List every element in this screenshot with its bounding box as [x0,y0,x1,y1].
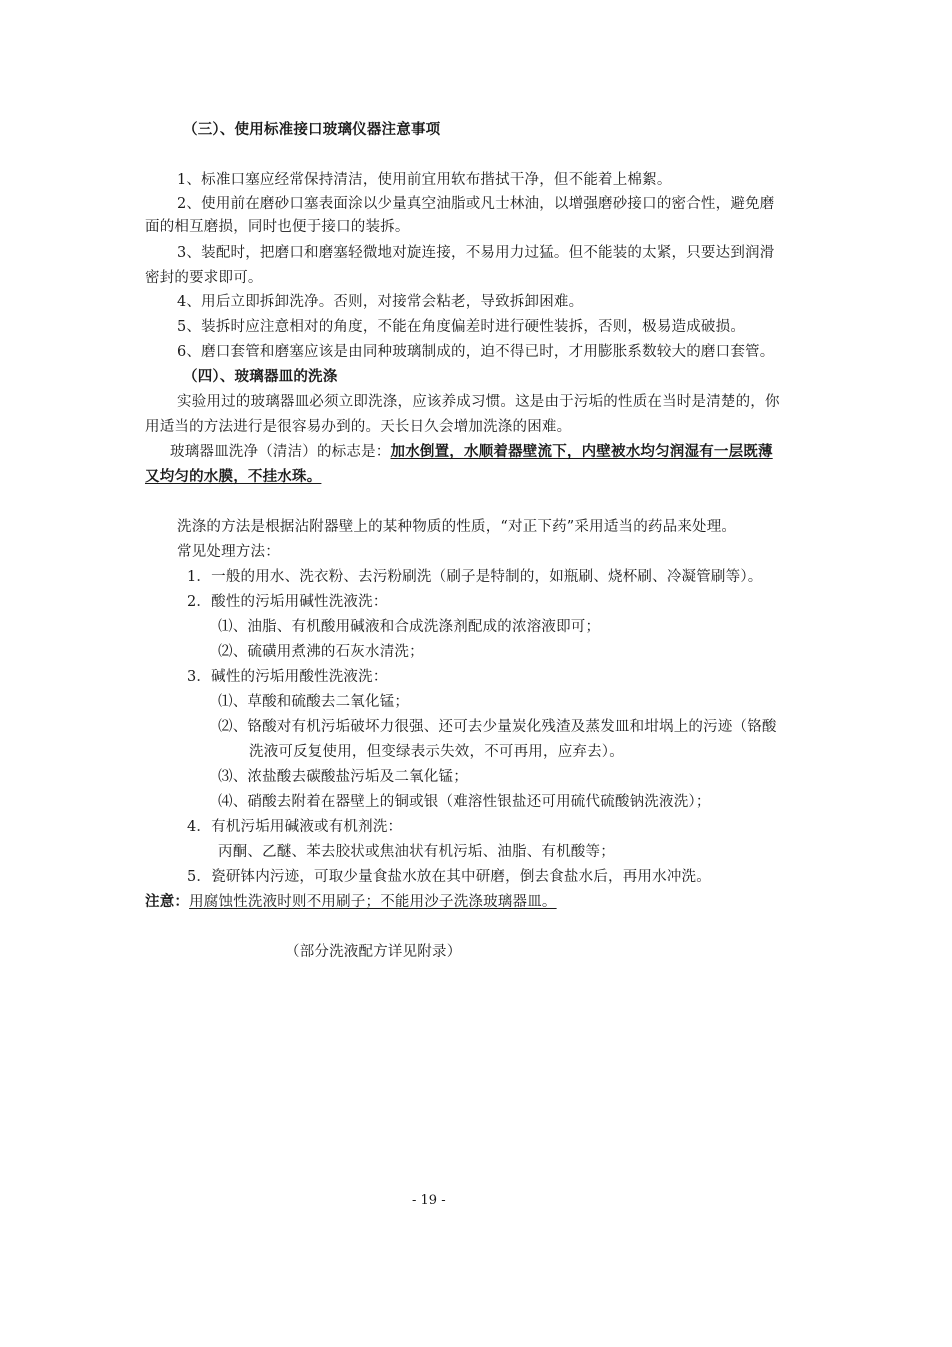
method-item: 2．酸性的污垢用碱性洗液洗： [187,594,388,610]
method-item: 1．一般的用水、洗衣粉、去污粉刷洗（刷子是特制的，如瓶刷、烧杯刷、冷凝管刷等）。 [187,569,763,585]
method-subitem-continued: 洗液可反复使用，但变绿表示失效，不可再用，应弃去）。 [249,744,624,760]
method-subitem: ⑷、硝酸去附着在器壁上的铜或银（难溶性银盐还可用硫代硫酸钠洗液洗）； [218,794,711,810]
paragraph-line: 6、磨口套管和磨塞应该是由同种玻璃制成的，迫不得已时，才用膨胀系数较大的磨口套管。 [177,344,775,360]
paragraph-line: 密封的要求即可。 [145,270,263,286]
appendix-note: （部分洗液配方详见附录） [285,944,462,960]
method-subitem: ⑵、铬酸对有机污垢破坏力很强、还可去少量炭化残渣及蒸发皿和坩埚上的污迹（铬酸 [218,719,777,735]
paragraph-line: 面的相互磨损，同时也便于接口的装拆。 [145,219,410,235]
paragraph-line: 2、使用前在磨砂口塞表面涂以少量真空油脂或凡士林油，以增强磨砂接口的密合性，避免磨 [177,196,775,212]
paragraph-line: 常见处理方法： [177,544,280,560]
method-item: 4．有机污垢用碱液或有机剂洗： [187,819,403,835]
paragraph-line: 1、标准口塞应经常保持清洁，使用前宜用软布揩拭干净，但不能着上棉絮。 [177,172,672,188]
paragraph-line: 实验用过的玻璃器皿必须立即洗涤，应该养成习惯。这是由于污垢的性质在当时是清楚的，你 [177,394,780,410]
clean-criteria-emphasis: 加水倒置，水顺着器壁流下，内壁被水均匀润湿有一层既薄 [390,444,773,460]
page-number: - 19 - [412,1193,446,1208]
clean-criteria-line [170,442,773,462]
paragraph-line: 3、装配时，把磨口和磨塞轻微地对旋连接，不易用力过猛。但不能装的太紧，只要达到润滑 [177,245,775,261]
note-label: 注意： [145,894,190,910]
clean-criteria-emphasis: 又均匀的水膜，不挂水珠。 [145,469,322,485]
method-subitem: ⑴、草酸和硫酸去二氧化锰； [218,694,410,710]
paragraph-line: 4、用后立即拆卸洗净。否则，对接常会粘老，导致拆卸困难。 [177,294,584,310]
paragraph-line: 用适当的方法进行是很容易办到的。天长日久会增加洗涤的困难。 [145,419,572,435]
section-heading-3: （三）、使用标准接口玻璃仪器注意事项 [183,122,441,138]
paragraph-line: 5、装拆时应注意相对的角度，不能在角度偏差时进行硬性装拆，否则，极易造成破损。 [177,319,746,335]
note-text: 用腐蚀性洗液时则不用刷子；不能用沙子洗涤玻璃器皿。 [189,894,557,910]
paragraph-line: 洗涤的方法是根据沾附器壁上的某种物质的性质，“对正下药”采用适当的药品来处理。 [177,519,737,535]
note-line [145,892,557,912]
method-subitem: ⑶、浓盐酸去碳酸盐污垢及二氧化锰； [218,769,468,785]
method-subitem: ⑵、硫磺用煮沸的石灰水清洗； [218,644,424,660]
method-subitem: 丙酮、乙醚、苯去胶状或焦油状有机污垢、油脂、有机酸等； [218,844,615,860]
section-heading-4: （四）、玻璃器皿的洗涤 [183,369,338,385]
method-item: 5．瓷研钵内污迹，可取少量食盐水放在其中研磨，倒去食盐水后，再用水冲洗。 [187,869,711,885]
clean-criteria-prefix: 玻璃器皿洗净（清洁）的标志是： [170,444,391,460]
method-item: 3．碱性的污垢用酸性洗液洗： [187,669,388,685]
method-subitem: ⑴、油脂、有机酸用碱液和合成洗涤剂配成的浓溶液即可； [218,619,601,635]
